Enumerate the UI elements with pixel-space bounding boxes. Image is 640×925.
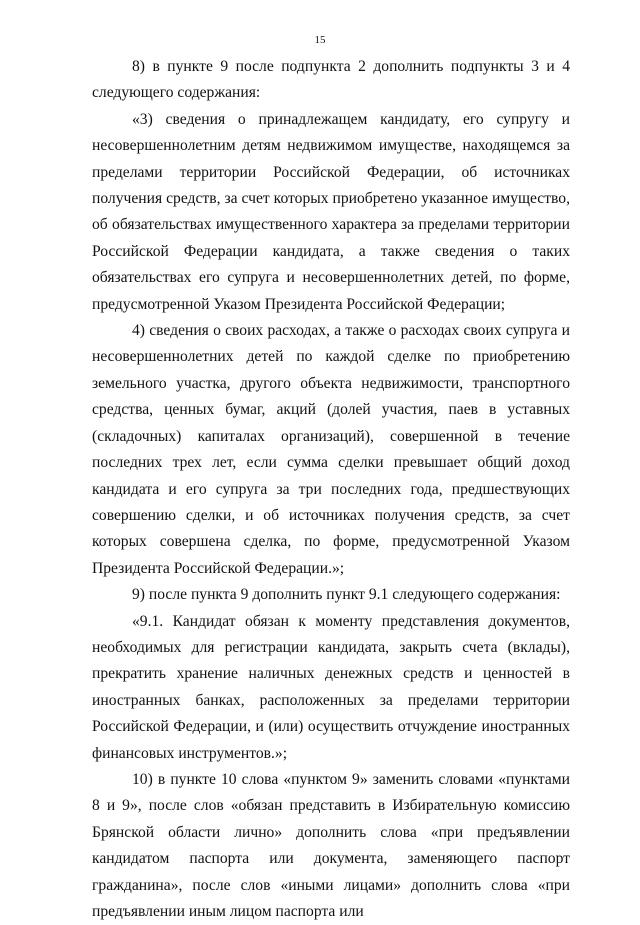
paragraph-item-10: 10) в пункте 10 слова «пунктом 9» заменить словами «пунктами 8 и 9», после слов «обязан представить в Избирательную комиссию Брянской области лично» дополнить слова «при предъявлении кандидатом паспорта или документа, заменяющего паспорт гражданина», после слов «иными лицами» дополнить слова «при предъявлении иным лицом паспорта или — [92, 770, 570, 920]
paragraph-subitem-4: 4) сведения о своих расходах, а также о расходах своих супруга и несовершеннолетних детей по каждой сделке по приобретению земельного участка, другого объекта недвижимости, транспортного средства, ценных бумаг, акций (долей участия, паев в уставных (складочных) капиталах организаций), совершенной в течение последних трех лет, если сумма сделки превышает общий доход кандидата и его супруга за три последних года, предшествующих совершению сделки, и об источниках получения средств, за счет которых совершена сделка, по форме, предусмотренной Указом Президента Российской Федерации.»; — [92, 322, 570, 577]
paragraph-item-8: 8) в пункте 9 после подпункта 2 дополнить подпункты 3 и 4 следующего содержания: — [92, 58, 570, 102]
paragraph-subitem-3: «3) сведения о принадлежащем кандидату, его супругу и несовершеннолетним детям недвижимом имуществе, находящемся за пределами территории Российской Федерации, об источниках получения средств, за счет которых приобретено указанное имущество, об обязательствах имущественного характера за пределами территории Российской Федерации кандидата, а также сведения о таких обязательствах его супруга и несовершеннолетних детей, по форме, предусмотренной Указом Президента Российской Федерации; — [92, 110, 570, 313]
document-body — [92, 54, 570, 925]
page-number: 15 — [314, 34, 326, 46]
paragraph-item-9: 9) после пункта 9 дополнить пункт 9.1 следующего содержания: — [132, 586, 561, 604]
paragraph-item-9-1: «9.1. Кандидат обязан к моменту представления документов, необходимых для регистрации кандидата, закрыть счета (вклады), прекратить хранение наличных денежных средств и ценностей в иностранных банках, расположенных за пределами территории Российской Федерации, и (или) осуществить отчуждение иностранных финансовых инструментов.»; — [92, 612, 570, 762]
